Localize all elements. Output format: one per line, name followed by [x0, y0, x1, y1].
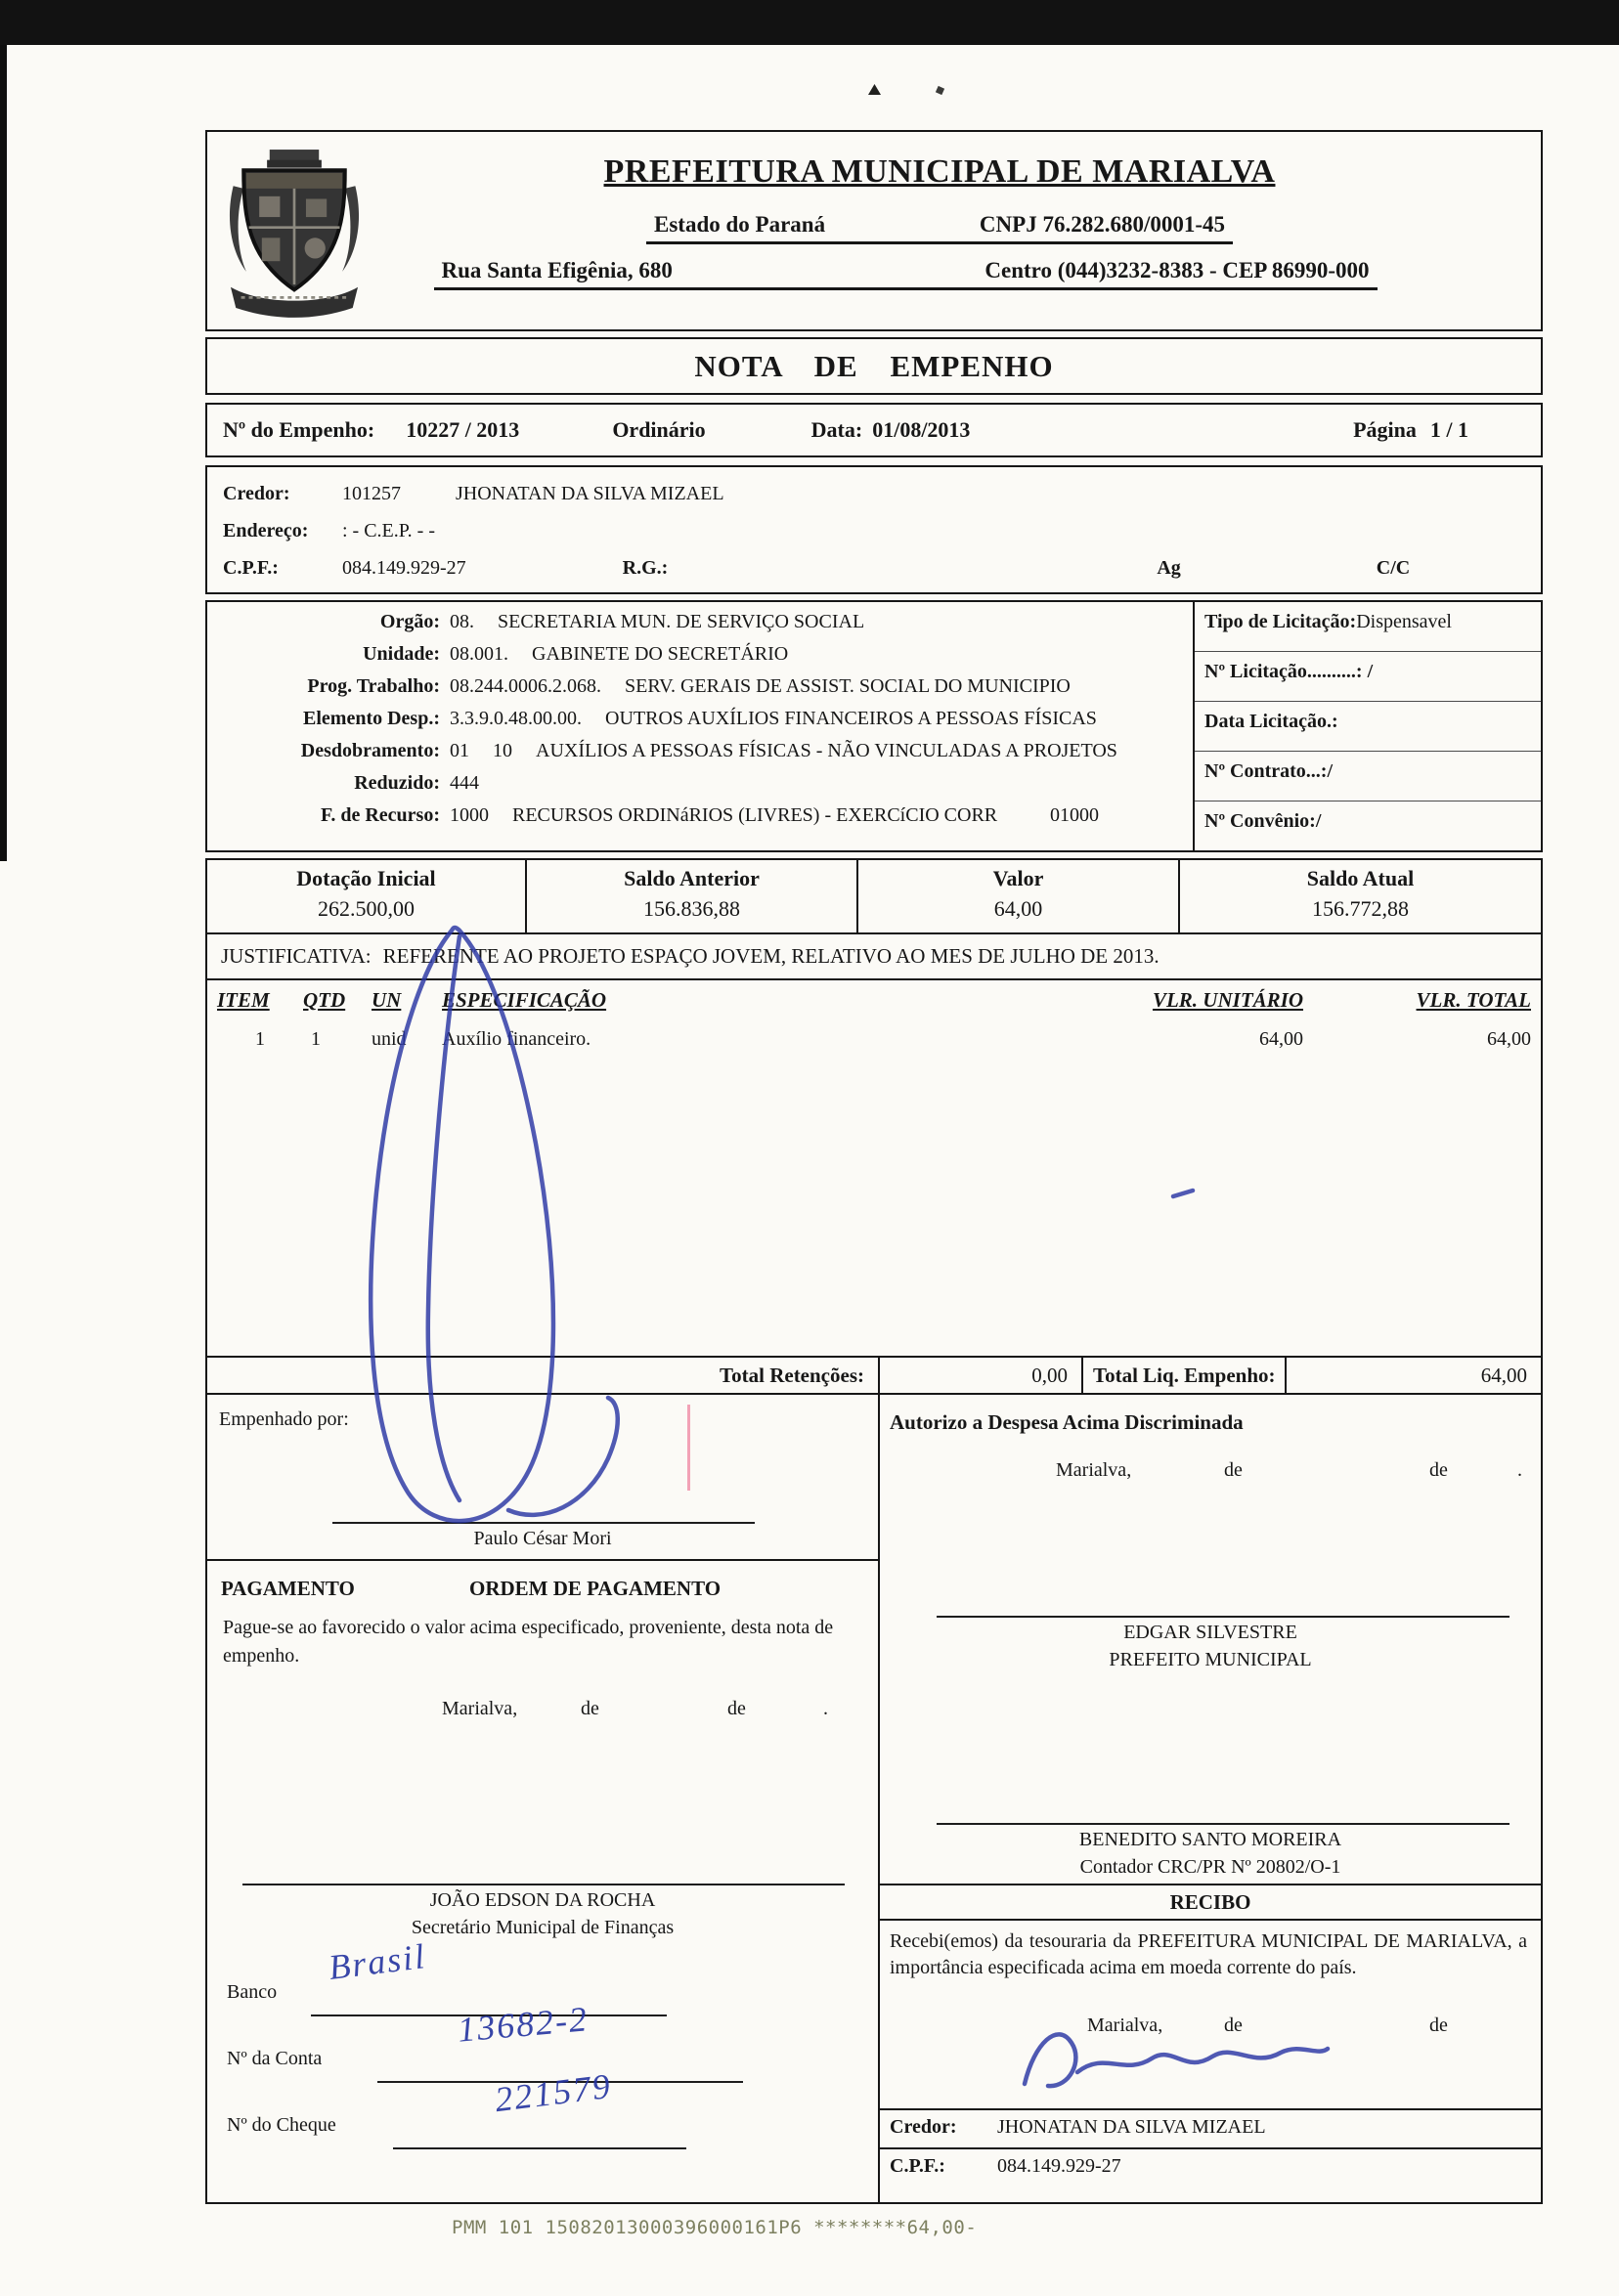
classification-row-reduzido — [207, 772, 1197, 804]
col-spec-header: ESPECIFICAÇÃO — [442, 988, 607, 1012]
pink-pen-mark — [687, 1405, 690, 1491]
document-title-bar — [205, 337, 1543, 395]
recibo-cpf-label: C.P.F.: — [890, 2155, 945, 2177]
col-item-header: ITEM — [217, 988, 270, 1012]
marialva-coat-of-arms-logo — [223, 144, 366, 322]
document-title: NOTA DE EMPENHO — [694, 348, 1054, 383]
mayor-name: EDGAR SILVESTRE — [1123, 1622, 1297, 1643]
amount-valor — [858, 860, 1180, 932]
state-label: Estado do Paraná — [654, 212, 826, 237]
address-value: : - C.E.P. - - — [342, 519, 435, 542]
justification-text: REFERENTE AO PROJETO ESPAÇO JOVEM, RELATIVO AO MES DE JULHO DE 2013. — [382, 944, 1160, 968]
empenho-number-row — [205, 403, 1543, 457]
left-de2-label: de — [727, 1698, 746, 1719]
accountant-signature-line — [937, 1823, 1510, 1825]
recibo-cpf-value: 084.149.929-27 — [997, 2155, 1121, 2177]
licitacao-contrato-row: Nº Contrato...:/ — [1195, 752, 1541, 801]
recibo-de1-label: de — [1224, 2014, 1243, 2036]
justification-label: JUSTIFICATIVA: — [221, 944, 372, 968]
finance-secretary-title: Secretário Municipal de Finanças — [411, 1917, 675, 1938]
item-spec: Auxílio financeiro. — [442, 1028, 591, 1050]
reduzido-label: Reduzido: — [354, 772, 440, 794]
recurso-extra-code: 01000 — [1050, 804, 1099, 826]
address-line — [434, 256, 1378, 290]
budget-classification-box — [205, 600, 1543, 852]
right-dot: . — [1517, 1459, 1522, 1481]
recibo-title: RECIBO — [880, 1884, 1541, 1921]
finance-signature-line — [242, 1884, 845, 1885]
creditor-cpf-row — [207, 549, 1541, 586]
autorizo-label: Autorizo a Despesa Acima Discriminada — [890, 1410, 1244, 1434]
page-label: Página — [1353, 417, 1417, 442]
accountant-name: BENEDITO SANTO MOREIRA — [1078, 1829, 1342, 1850]
right-city-label: Marialva, — [1056, 1459, 1132, 1481]
justification-box — [205, 934, 1543, 980]
elemento-desc: OUTROS AUXÍLIOS FINANCEIROS A PESSOAS FÍSICAS — [605, 708, 1097, 729]
item-unit: unid — [372, 1028, 407, 1050]
valor-label: Valor — [992, 866, 1044, 890]
conta-handwritten-value: 13682-2 — [456, 1999, 591, 2050]
empenho-type: Ordinário — [612, 417, 706, 442]
unidade-code: 08.001. — [450, 643, 508, 665]
cpf-row-divider — [880, 2147, 1541, 2149]
col-unit-header: VLR. UNITÁRIO — [1152, 988, 1303, 1012]
signatures-section — [205, 1395, 1543, 2204]
elemento-code: 3.3.9.0.48.00.00. — [450, 708, 582, 729]
amount-saldo-atual — [1180, 860, 1541, 932]
banco-label: Banco — [227, 1981, 278, 2003]
classification-rows — [207, 602, 1197, 837]
cheque-handwritten-value: 221579 — [493, 2065, 614, 2120]
item-unit-price: 64,00 — [1259, 1028, 1303, 1050]
desdobramento-label: Desdobramento: — [300, 740, 440, 761]
col-qtd-header: QTD — [303, 988, 346, 1012]
ordem-pagamento-label: ORDEM DE PAGAMENTO — [469, 1577, 722, 1600]
document-header — [205, 130, 1543, 331]
accountant-title: Contador CRC/PR Nº 20802/O-1 — [1079, 1856, 1341, 1878]
recibo-text: Recebi(emos) da tesouraria da PREFEITURA MUNICIPAL DE MARIALVA, a importância especificada acima em moeda corrente do país. — [890, 1930, 1527, 1978]
saldo-atual-label: Saldo Atual — [1306, 866, 1415, 890]
liquido-value: 64,00 — [1480, 1363, 1527, 1387]
desdobramento-code2: 10 — [493, 740, 512, 761]
items-header-row — [217, 988, 1531, 1013]
valor-value: 64,00 — [993, 896, 1043, 921]
licitacao-tipo-value: Dispensavel — [1356, 611, 1452, 632]
reduzido-code: 444 — [450, 772, 479, 794]
cheque-label: Nº do Cheque — [227, 2114, 336, 2136]
credor-row-divider — [880, 2108, 1541, 2110]
elemento-label: Elemento Desp.: — [303, 708, 440, 729]
pagamento-label: PAGAMENTO — [221, 1577, 355, 1600]
empenhado-signer-name: Paulo César Mori — [473, 1528, 612, 1549]
dotacao-label: Dotação Inicial — [296, 866, 436, 890]
cc-label: C/C — [1376, 556, 1411, 579]
header-text-block — [354, 153, 1525, 290]
creditor-box — [205, 465, 1543, 594]
cnpj-value: CNPJ 76.282.680/0001-45 — [979, 212, 1225, 237]
desdobramento-code: 01 — [450, 740, 469, 761]
state-cnpj-line — [646, 210, 1233, 244]
licitacao-numero-row: Nº Licitação..........: / — [1195, 652, 1541, 702]
item-row — [217, 1028, 1531, 1051]
mayor-signature-line — [937, 1616, 1510, 1618]
cheque-fill-line — [393, 2147, 686, 2149]
creditor-label: Credor: — [223, 482, 290, 504]
totals-row — [205, 1356, 1543, 1395]
address-detail: Centro (044)3232-8383 - CEP 86990-000 — [985, 258, 1370, 282]
classification-row-prog-trabalho — [207, 675, 1197, 708]
municipality-title: PREFEITURA MUNICIPAL DE MARIALVA — [603, 153, 1276, 190]
items-table — [205, 980, 1543, 1356]
scan-edge-artifact — [0, 45, 7, 861]
dotacao-value: 262.500,00 — [318, 896, 415, 921]
left-de1-label: de — [581, 1698, 599, 1719]
address-label: Endereço: — [223, 519, 309, 542]
empenho-number: 10227 / 2013 — [406, 417, 520, 442]
creditor-name: JHONATAN DA SILVA MIZAEL — [456, 482, 724, 504]
classification-row-desdobramento — [207, 740, 1197, 772]
street-label: Rua Santa Efigênia, 680 — [441, 258, 673, 282]
recibo-credor-name: JHONATAN DA SILVA MIZAEL — [997, 2116, 1266, 2138]
saldo-anterior-label: Saldo Anterior — [624, 866, 760, 890]
amounts-table — [205, 858, 1543, 934]
right-de1-label: de — [1224, 1459, 1243, 1481]
classification-row-elemento — [207, 708, 1197, 740]
recurso-code: 1000 — [450, 804, 489, 826]
recibo-de2-label: de — [1429, 2014, 1448, 2036]
date-label: Data: — [810, 417, 863, 442]
item-qty: 1 — [311, 1028, 321, 1050]
ag-label: Ag — [1157, 556, 1181, 579]
recurso-label: F. de Recurso: — [320, 804, 440, 826]
creditor-row — [207, 475, 1541, 512]
classification-row-recurso — [207, 804, 1197, 837]
item-number: 1 — [255, 1028, 265, 1050]
saldo-atual-value: 156.772,88 — [1312, 896, 1409, 921]
banco-handwritten-value: Brasil — [326, 1936, 429, 1987]
empenhado-por-label: Empenhado por: — [219, 1408, 349, 1430]
retencoes-value: 0,00 — [880, 1358, 1083, 1393]
cpf-label: C.P.F.: — [223, 556, 279, 579]
col-un-header: UN — [372, 988, 402, 1012]
mayor-title: PREFEITO MUNICIPAL — [1109, 1649, 1312, 1670]
orgao-label: Orgão: — [379, 611, 440, 632]
dot-matrix-footer-code: PMM 101 15082013000396000161P6 ********64,00- — [452, 2217, 978, 2238]
prog-trabalho-label: Prog. Trabalho: — [307, 675, 440, 697]
date-value: 01/08/2013 — [872, 417, 971, 442]
cpf-value: 084.149.929-27 — [342, 556, 466, 579]
orgao-code: 08. — [450, 611, 474, 632]
authorization-column — [880, 1395, 1541, 2202]
licitacao-data-row: Data Licitação.: — [1195, 702, 1541, 752]
unidade-label: Unidade: — [363, 643, 440, 665]
liquido-label: Total Liq. Empenho: — [1083, 1358, 1287, 1393]
pague-se-text: Pague-se ao favorecido o valor acima especificado, proveniente, desta nota de empenho. — [223, 1617, 834, 1667]
nota-de-empenho-form — [205, 130, 1543, 2204]
left-dot: . — [823, 1698, 828, 1719]
item-total-price: 64,00 — [1487, 1028, 1531, 1050]
creditor-address-row — [207, 512, 1541, 549]
licitacao-tipo-row — [1195, 602, 1541, 652]
amount-dotacao — [207, 860, 527, 932]
unidade-desc: GABINETE DO SECRETÁRIO — [532, 643, 789, 665]
licitacao-tipo-label: Tipo de Licitação: — [1204, 611, 1357, 632]
licitacao-convenio-row: Nº Convênio:/ — [1204, 810, 1322, 832]
pagamento-divider — [207, 1559, 878, 1561]
conta-label: Nº da Conta — [227, 2048, 323, 2069]
col-total-header: VLR. TOTAL — [1416, 988, 1531, 1012]
prog-trabalho-desc: SERV. GERAIS DE ASSIST. SOCIAL DO MUNICIPIO — [625, 675, 1071, 697]
rg-label: R.G.: — [622, 556, 669, 579]
classification-row-unidade — [207, 643, 1197, 675]
page-value: 1 / 1 — [1429, 417, 1468, 442]
empenhado-signature-line — [332, 1522, 755, 1524]
creditor-code: 101257 — [342, 482, 401, 504]
recibo-credor-label: Credor: — [890, 2116, 957, 2138]
licitacao-column — [1193, 602, 1541, 850]
empenho-number-label: Nº do Empenho: — [223, 417, 375, 442]
left-city-label: Marialva, — [442, 1698, 518, 1719]
recibo-city-label: Marialva, — [1087, 2014, 1163, 2036]
finance-secretary-name: JOÃO EDSON DA ROCHA — [429, 1889, 656, 1911]
desdobramento-desc: AUXÍLIOS A PESSOAS FÍSICAS - NÃO VINCULADAS A PROJETOS — [536, 740, 1117, 761]
saldo-anterior-value: 156.836,88 — [643, 896, 740, 921]
amount-saldo-anterior — [527, 860, 858, 932]
recurso-desc: RECURSOS ORDINáRIOS (LIVRES) - EXERCíCIO CORR — [512, 804, 998, 826]
right-de2-label: de — [1429, 1459, 1448, 1481]
orgao-desc: SECRETARIA MUN. DE SERVIÇO SOCIAL — [498, 611, 865, 632]
prog-trabalho-code: 08.244.0006.2.068. — [450, 675, 601, 697]
classification-row-orgao — [207, 611, 1197, 643]
retencoes-label: Total Retenções: — [207, 1358, 880, 1393]
